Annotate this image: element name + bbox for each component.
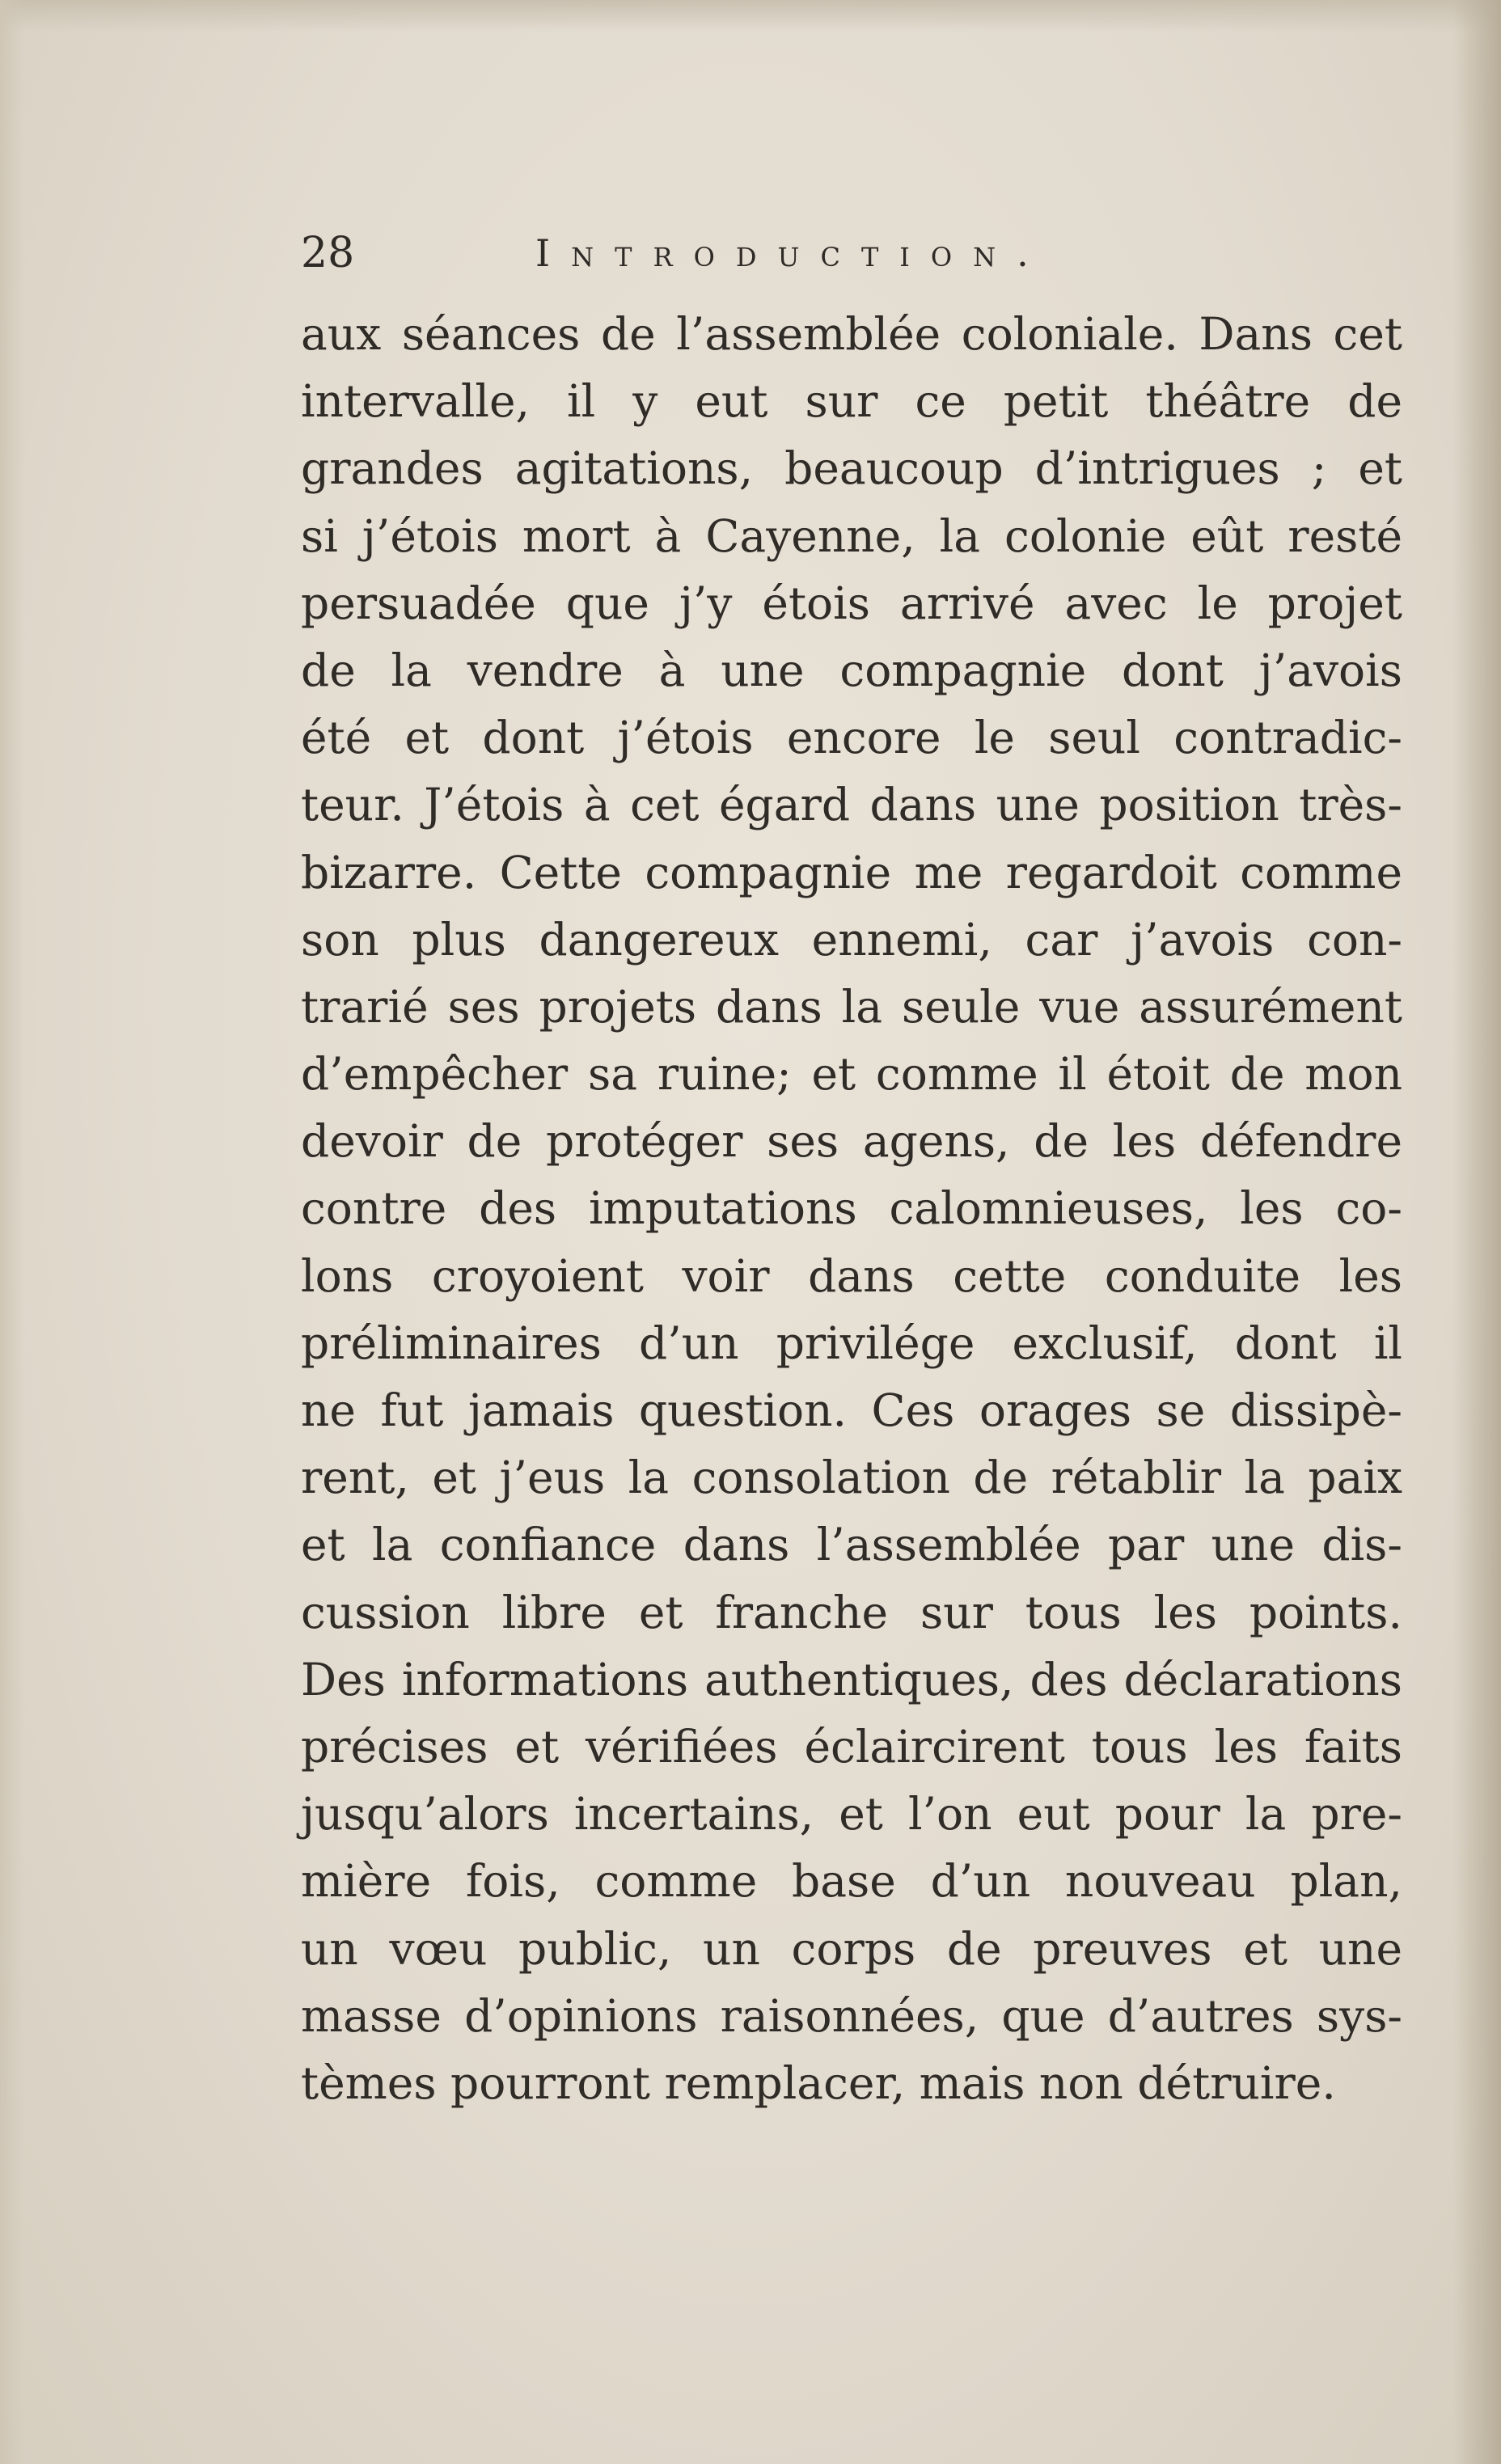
text-line: de la vendre à une compagnie dont j’avois <box>301 644 1402 696</box>
text-line: devoir de protéger ses agens, de les défendre <box>301 1115 1402 1168</box>
text-line: d’empêcher sa ruine; et comme il étoit de mon <box>301 1048 1402 1101</box>
text-line: un vœu public, un corps de preuves et une <box>301 1922 1402 1975</box>
text-line: grandes agitations, beaucoup d’intrigues ; et <box>301 442 1402 495</box>
text-line: trarié ses projets dans la seule vue assurément <box>301 980 1402 1033</box>
text-line: cussion libre et franche sur tous les points. <box>301 1586 1402 1638</box>
text-line: jusqu’alors incertains, et l’on eut pour la pre- <box>301 1788 1402 1841</box>
body-text <box>301 301 1402 2117</box>
text-line: contre des imputations calomnieuses, les co- <box>301 1182 1402 1235</box>
page-edge-shading-left <box>0 0 24 2464</box>
text-line: persuadée que j’y étois arrivé avec le projet <box>301 577 1402 629</box>
text-line: été et dont j’étois encore le seul contradic- <box>301 712 1402 764</box>
text-line: bizarre. Cette compagnie me regardoit comme <box>301 846 1402 898</box>
text-line: si j’étois mort à Cayenne, la colonie eût resté <box>301 509 1402 562</box>
text-line: lons croyoient voir dans cette conduite les <box>301 1249 1402 1302</box>
text-line: précises et vérifiées éclaircirent tous les faits <box>301 1720 1402 1773</box>
text-line: ne fut jamais question. Ces orages se dissipè- <box>301 1384 1402 1436</box>
page-edge-shading-top <box>0 0 1501 32</box>
text-line: son plus dangereux ennemi, car j’avois con- <box>301 913 1402 966</box>
text-line: intervalle, il y eut sur ce petit théâtre de <box>301 375 1402 428</box>
text-line: teur. J’étois à cet égard dans une position très- <box>301 779 1402 831</box>
text-line: mière fois, comme base d’un nouveau plan, <box>301 1855 1402 1908</box>
text-line: préliminaires d’un privilége exclusif, dont il <box>301 1317 1402 1369</box>
text-line: Des informations authentiques, des déclarations <box>301 1653 1402 1705</box>
page-edge-shading-right <box>1452 0 1501 2464</box>
text-line: aux séances de l’assemblée coloniale. Dans cet <box>301 308 1402 360</box>
running-head: Introduction. <box>535 231 1050 275</box>
page-header <box>301 225 1402 281</box>
text-line: tèmes pourront remplacer, mais non détruire. <box>301 2056 1336 2109</box>
text-line: et la confiance dans l’assemblée par une dis- <box>301 1519 1402 1571</box>
page-number: 28 <box>301 229 355 277</box>
text-line: masse d’opinions raisonnées, que d’autres sys- <box>301 1989 1402 2042</box>
text-line: rent, et j’eus la consolation de rétablir la paix <box>301 1452 1402 1504</box>
